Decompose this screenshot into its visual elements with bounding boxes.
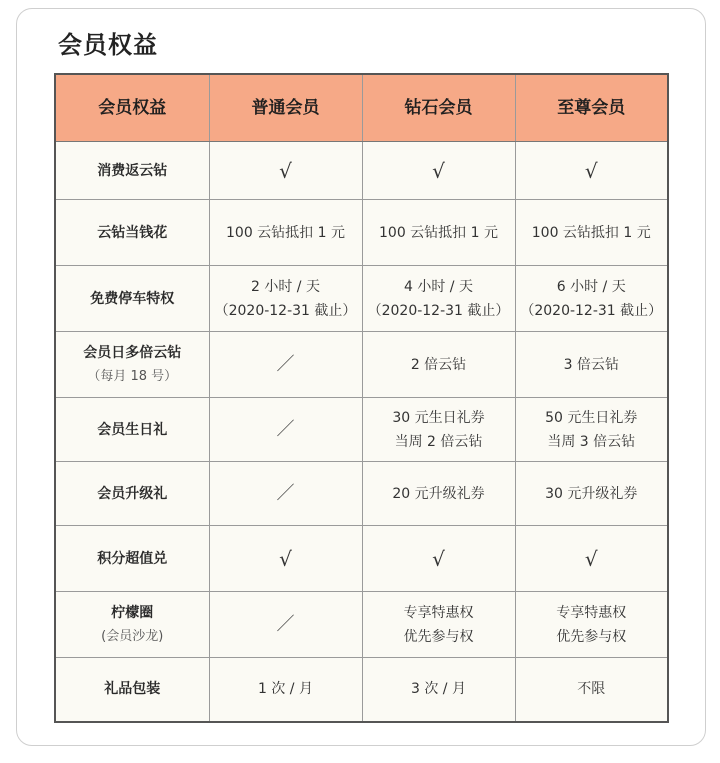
benefit-cell-text: 3 次 / 月 [411,681,466,698]
check-mark-icon: √ [584,158,598,183]
benefit-cell-text: 3 倍云钻 [563,356,619,373]
benefit-cell-text: 专享特惠权 [556,604,627,621]
benefit-name-label: 会员升级礼 [97,485,168,502]
benefit-name-label: 免费停车特权 [90,290,175,307]
table-row [55,592,668,658]
benefit-cell [515,462,668,526]
benefit-cell-text: 100 云钻抵扣 1 元 [226,224,345,241]
benefit-cell-text: 2 倍云钻 [410,356,467,373]
benefit-name-note: （每月 18 号） [87,368,178,384]
table-row [55,332,668,398]
check-mark-icon: √ [432,158,445,183]
benefit-cell [209,200,362,266]
benefit-name [55,658,209,722]
benefit-name-label: 会员生日礼 [97,421,168,438]
table-row [55,200,668,266]
benefit-cell-text: 当周 3 倍云钻 [547,433,636,450]
benefit-cell [515,142,668,200]
table-row [55,266,668,332]
benefits-table [54,73,669,723]
page-title: 会员权益 [58,31,158,59]
benefit-cell [515,592,668,658]
benefit-cell [515,332,668,398]
benefit-name [55,200,209,266]
benefit-cell [362,592,515,658]
header-regular-member: 普通会员 [209,74,362,142]
table-row [55,398,668,462]
benefit-name [55,462,209,526]
benefit-cell [209,266,362,332]
header-benefit: 会员权益 [55,74,209,142]
benefit-cell-text: 当周 2 倍云钻 [394,433,483,450]
benefit-cell [515,398,668,462]
benefit-name-label: 云钻当钱花 [97,224,168,241]
table-row [55,658,668,722]
check-mark-icon: √ [279,546,292,571]
not-available-mark: ／ [276,613,295,635]
benefit-cell [515,526,668,592]
benefit-cell-text: 专享特惠权 [403,604,474,621]
benefit-cell [209,142,362,200]
not-available-mark: ／ [276,353,295,375]
not-available-mark: ／ [276,482,295,504]
benefit-cell-text: （2020-12-31 截止） [214,302,357,319]
benefit-cell [362,200,515,266]
benefit-name-label: 会员日多倍云钻 [83,344,182,361]
benefit-name-label: 积分超值兑 [97,550,168,567]
header-row [55,74,668,142]
benefit-cell [362,398,515,462]
benefit-name [55,332,209,398]
benefit-name-label: 柠檬圈 [111,604,154,621]
benefit-name-label: 礼品包装 [104,681,161,698]
benefit-cell [209,332,362,398]
benefit-name [55,142,209,200]
table-row [55,462,668,526]
benefit-name [55,526,209,592]
benefit-cell-text: 100 云钻抵扣 1 元 [379,224,498,241]
benefit-cell [515,658,668,722]
benefit-cell [515,200,668,266]
header-supreme-member: 至尊会员 [515,74,668,142]
check-mark-icon: √ [279,158,292,183]
benefit-cell-text: 100 云钻抵扣 1 元 [531,224,651,241]
benefit-cell-text: 不限 [577,681,606,698]
benefit-cell [209,398,362,462]
benefit-cell-text: 4 小时 / 天 [404,278,473,295]
benefit-cell [362,462,515,526]
benefit-cell [209,526,362,592]
benefit-cell [362,526,515,592]
benefit-cell-text: （2020-12-31 截止） [367,302,510,319]
benefit-name [55,266,209,332]
benefit-cell-text: 50 元生日礼券 [545,409,638,426]
check-mark-icon: √ [432,546,445,571]
benefit-cell-text: 优先参与权 [403,628,474,645]
benefit-cell-text: 30 元生日礼券 [392,409,485,426]
benefit-cell [209,658,362,722]
table-row [55,142,668,200]
benefit-cell [515,266,668,332]
check-mark-icon: √ [584,546,598,571]
benefit-name-note: (会员沙龙) [101,628,164,644]
benefit-cell-text: 30 元升级礼券 [545,485,638,502]
benefit-cell-text: （2020-12-31 截止） [520,302,663,319]
benefit-cell-text: 优先参与权 [556,628,627,645]
benefit-cell [209,592,362,658]
benefit-cell-text: 1 次 / 月 [258,681,313,698]
benefit-cell [362,266,515,332]
benefit-cell-text: 2 小时 / 天 [251,278,320,295]
benefit-cell [362,658,515,722]
benefit-name [55,592,209,658]
table-row [55,526,668,592]
header-diamond-member: 钻石会员 [362,74,515,142]
benefit-cell [362,142,515,200]
benefit-cell-text: 6 小时 / 天 [556,278,626,295]
benefit-cell [209,462,362,526]
benefit-cell-text: 20 元升级礼券 [392,485,485,502]
benefit-cell [362,332,515,398]
benefit-name [55,398,209,462]
not-available-mark: ／ [276,418,295,440]
benefits-body [55,142,668,722]
benefit-name-label: 消费返云钻 [97,162,168,179]
